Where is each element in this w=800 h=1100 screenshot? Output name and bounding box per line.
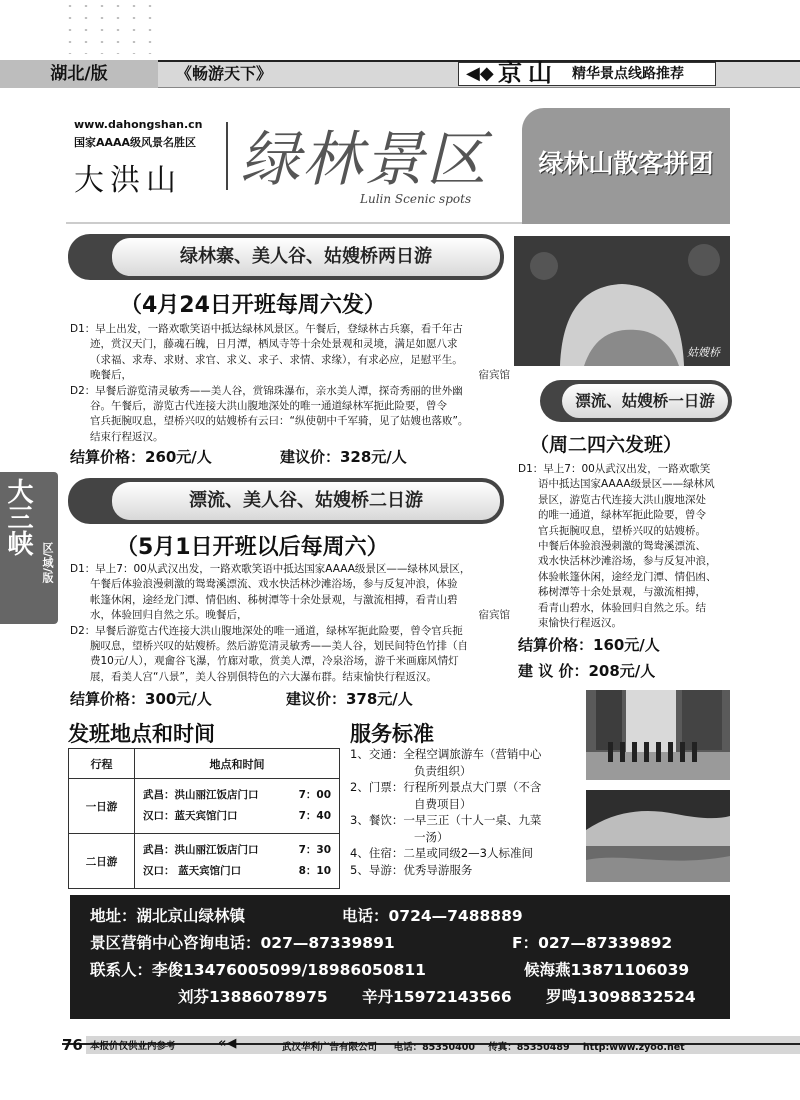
tour2-title-pill [68, 478, 504, 524]
waterfall-image [586, 790, 730, 882]
stops-cell [135, 834, 340, 889]
itinerary-line: D2：早餐后游览古代连接大洪山腹地深处的唯一通道，绿林军扼此险要，曾令官兵扼 [70, 624, 463, 637]
itinerary-line: 宿宾馆 [478, 609, 510, 622]
itinerary-line: 戏水快活林沙滩浴场，参与反复冲浪， [538, 555, 717, 568]
stop-time: 7：00 [298, 789, 331, 801]
contacts-primary: 联系人：李俊13476005099/18986050811 [90, 961, 426, 979]
itinerary-line: 官兵扼腕叹息，望桥兴叹的姑嫂桥有云曰：“纵使朝中千军骑，见了姑嫂也落败”。 [90, 415, 469, 428]
service-line: 5、导游：优秀导游服务 [350, 862, 473, 877]
itinerary-line: 官兵扼腕叹息，望桥兴叹的姑嫂桥。 [538, 524, 706, 537]
tour1-title-pill [68, 234, 504, 280]
service-line: 4、住宿：二星或同级2—3人标准间 [350, 846, 533, 860]
tour3-itinerary [518, 462, 732, 631]
table-row [69, 779, 340, 834]
column-header: 地点和时间 [135, 749, 340, 779]
itinerary-line: 看青山碧水，体验回归自然之乐。结 [538, 601, 706, 614]
tour3-schedule: （周二四六发班） [530, 434, 683, 456]
chevron-left-icon: «◀ [218, 1036, 237, 1051]
tour3-title: 漂流、姑嫂桥一日游 [562, 384, 728, 418]
itinerary-line: 束愉快行程返汉。 [538, 617, 622, 630]
side-tab-title: 大三峡 [3, 478, 33, 556]
service-line: 自费项目） [414, 796, 472, 811]
scenic-logo: 绿林景区 [240, 125, 488, 195]
itinerary-line: 午餐后体验浪漫刺激的鸳鸯溪漂流、戏水快活林沙滩浴场，参与反复冲浪，体验 [90, 578, 458, 591]
contact-person: 辛丹15972143566 [362, 988, 512, 1006]
table-row [69, 834, 340, 889]
tour-title: 绿林山散客拼团 [538, 149, 714, 178]
tour2-schedule: （5月1日开班以后每周六） [116, 535, 389, 560]
itinerary-line: 宿宾馆 [478, 369, 510, 382]
itinerary-line: D2：早餐后游览清灵敏秀——美人谷，赏锦珠瀑布，亲水美人潭，探奇秀丽的世外幽 [70, 384, 463, 397]
column-title: 《畅游天下》 [176, 64, 273, 83]
itinerary-line: 结束行程返汉。 [90, 430, 164, 443]
itinerary-line: 的唯一通道，绿林军扼此险要，曾令 [538, 509, 706, 522]
itinerary-line: D1：早上7：00从武汉出发，一路欢歌笑 [518, 463, 711, 475]
itinerary-line: 水，体验回归自然之乐。晚餐后， [90, 609, 248, 622]
itinerary-line: 展，看美人宫“八景”，美人谷别俱特色的六大瀑布群。结束愉快行程返汉。 [90, 670, 437, 683]
tour2-price: 结算价格：300元/人 [70, 690, 212, 708]
table-header-row [69, 749, 340, 779]
itinerary-line: 景区，游览古代连接大洪山腹地深处 [538, 493, 706, 506]
service-list [350, 746, 584, 878]
stop-time: 7：40 [298, 810, 331, 822]
photo-caption: 姑嫂桥 [687, 346, 720, 359]
tour2-itinerary [70, 562, 510, 685]
column-header: 行程 [69, 749, 135, 779]
itinerary-line: （求福、求寿、求财、求官、求义、求子、求情、求缘），有求必应，足慰平生。 [90, 353, 463, 366]
tour3-price: 结算价格：160元/人 [518, 636, 660, 654]
itinerary-line: 谷。午餐后，游览古代连接大洪山腹地深处的唯一通道绿林军扼此险要，曾令 [90, 400, 447, 413]
tour1-suggested-price: 建议价：328元/人 [280, 448, 407, 466]
footer-company: 武汉华利广告有限公司 [282, 1042, 378, 1053]
scenic-english: Lulin Scenic spots [360, 192, 472, 206]
bridge-photo [514, 236, 730, 366]
service-line: 1、交通：全程空调旅游车（营销中心 [350, 747, 542, 761]
service-title: 服务标准 [350, 722, 434, 746]
stop-place: 武昌：洪山丽江饭店门口 [143, 789, 259, 801]
itinerary-line: 费10元/人），观龠谷飞瀑，竹廊对歌，赏美人潭，冷泉浴场，游千米画廊风情灯 [90, 655, 459, 668]
tour1-title: 绿林寨、美人谷、姑嫂桥两日游 [112, 238, 500, 276]
footer-company-line [282, 1039, 685, 1053]
contact-block [70, 895, 730, 1019]
tour1-itinerary [70, 322, 510, 445]
itinerary-line: 晚餐后， [90, 369, 132, 382]
itinerary-line: 体验帐篷休闲，途经龙门潭、情侣凼、 [538, 570, 717, 583]
diamond-arrow-icon: ◀◆ [466, 63, 494, 84]
itinerary-line: 帐篷休闲，途经龙门潭、情侣凼、秭树潭等十余处景观，与激流相搏，看青山碧 [90, 593, 458, 606]
stop-place: 汉口：蓝天宾馆门口 [143, 810, 238, 822]
contacts-secondary: 候海燕13871106039 [524, 961, 690, 979]
stop-place: 汉口： 蓝天宾馆门口 [143, 865, 242, 877]
stop-place: 武昌：洪山丽江饭店门口 [143, 844, 259, 856]
page-number: 76 [62, 1036, 83, 1054]
region-label: 湖北/版 [0, 60, 158, 88]
tour3-suggested-price: 建 议 价：208元/人 [518, 662, 656, 680]
itinerary-line: 腕叹息，望桥兴叹的姑嫂桥。然后游览清灵敏秀——美人谷，划民间特色竹排（自 [90, 640, 468, 653]
departure-title: 发班地点和时间 [68, 722, 215, 746]
itinerary-line: 迹，赏汉天门，藤魂石魄，日月潭，栖凤寺等十余处景观和灵境，满足如愿八求 [90, 338, 458, 351]
side-tab [0, 472, 58, 624]
divider [226, 122, 228, 190]
route-cell: 一日游 [69, 779, 135, 834]
footer-fax: 传真：85350489 [488, 1042, 570, 1053]
route-cell: 二日游 [69, 834, 135, 889]
stop-time: 7：30 [298, 844, 331, 856]
website-url: www.dahongshan.cn [74, 118, 203, 131]
footer-phone: 电话：85350400 [393, 1042, 475, 1053]
footer-note: 本报价仅供业内参考 [90, 1041, 176, 1052]
marketing-phone: 景区营销中心咨询电话：027—87339891 [90, 934, 395, 952]
aaaa-label: 国家AAAA级风景名胜区 [74, 136, 197, 149]
contact-person: 刘芬13886078975 [178, 988, 328, 1006]
itinerary-line: D1：早上7：00从武汉出发，一路欢歌笑语中抵达国家AAAA级景区——绿林风景区， [70, 563, 471, 575]
address: 地址：湖北京山绿林镇 [90, 907, 246, 925]
phone: 电话：0724—7488889 [342, 907, 523, 925]
footer-url: http:www.zyoo.net [582, 1042, 685, 1053]
tour3-title-pill [540, 380, 732, 422]
itinerary-line: 语中抵达国家AAAA级景区——绿林风 [538, 478, 715, 491]
itinerary-line: 秭树潭等十余处景观，与激流相搏， [538, 586, 706, 599]
service-line: 一汤） [414, 829, 449, 844]
destination-tagline: 精华景点线路推荐 [572, 66, 684, 82]
tour2-title: 漂流、美人谷、姑嫂桥二日游 [112, 482, 500, 520]
service-line: 3、餐饮：一早三正（十人一桌、九菜 [350, 813, 542, 827]
service-line: 2、门票：行程所列景点大门票（不含 [350, 780, 542, 794]
stops-cell [135, 779, 340, 834]
waterfall-group-photo [586, 690, 730, 780]
tour1-schedule: （4月24日开班每周六发） [120, 293, 386, 318]
side-tab-subtitle: 区/域/版 [41, 542, 54, 584]
mountain-name: 大洪山 [74, 163, 182, 198]
decorative-dot-grid [62, 0, 162, 54]
waterfall-group-image [586, 690, 730, 780]
fax: F：027—87339892 [512, 934, 673, 952]
service-line: 负责组织） [414, 763, 472, 778]
destination-name: 京山 [498, 58, 558, 87]
itinerary-line: 中餐后体验浪漫刺激的鸳鸯溪漂流、 [538, 540, 706, 553]
tour1-price: 结算价格：260元/人 [70, 448, 212, 466]
contact-person: 罗鸣13098832524 [546, 988, 696, 1006]
tour2-suggested-price: 建议价：378元/人 [286, 690, 413, 708]
waterfall-photo [586, 790, 730, 882]
stop-time: 8：10 [298, 865, 331, 877]
itinerary-line: D1：早上出发，一路欢歌笑语中抵达绿林风景区。午餐后，登绿林古兵寨，看千年古 [70, 323, 463, 335]
departure-table [68, 748, 340, 889]
